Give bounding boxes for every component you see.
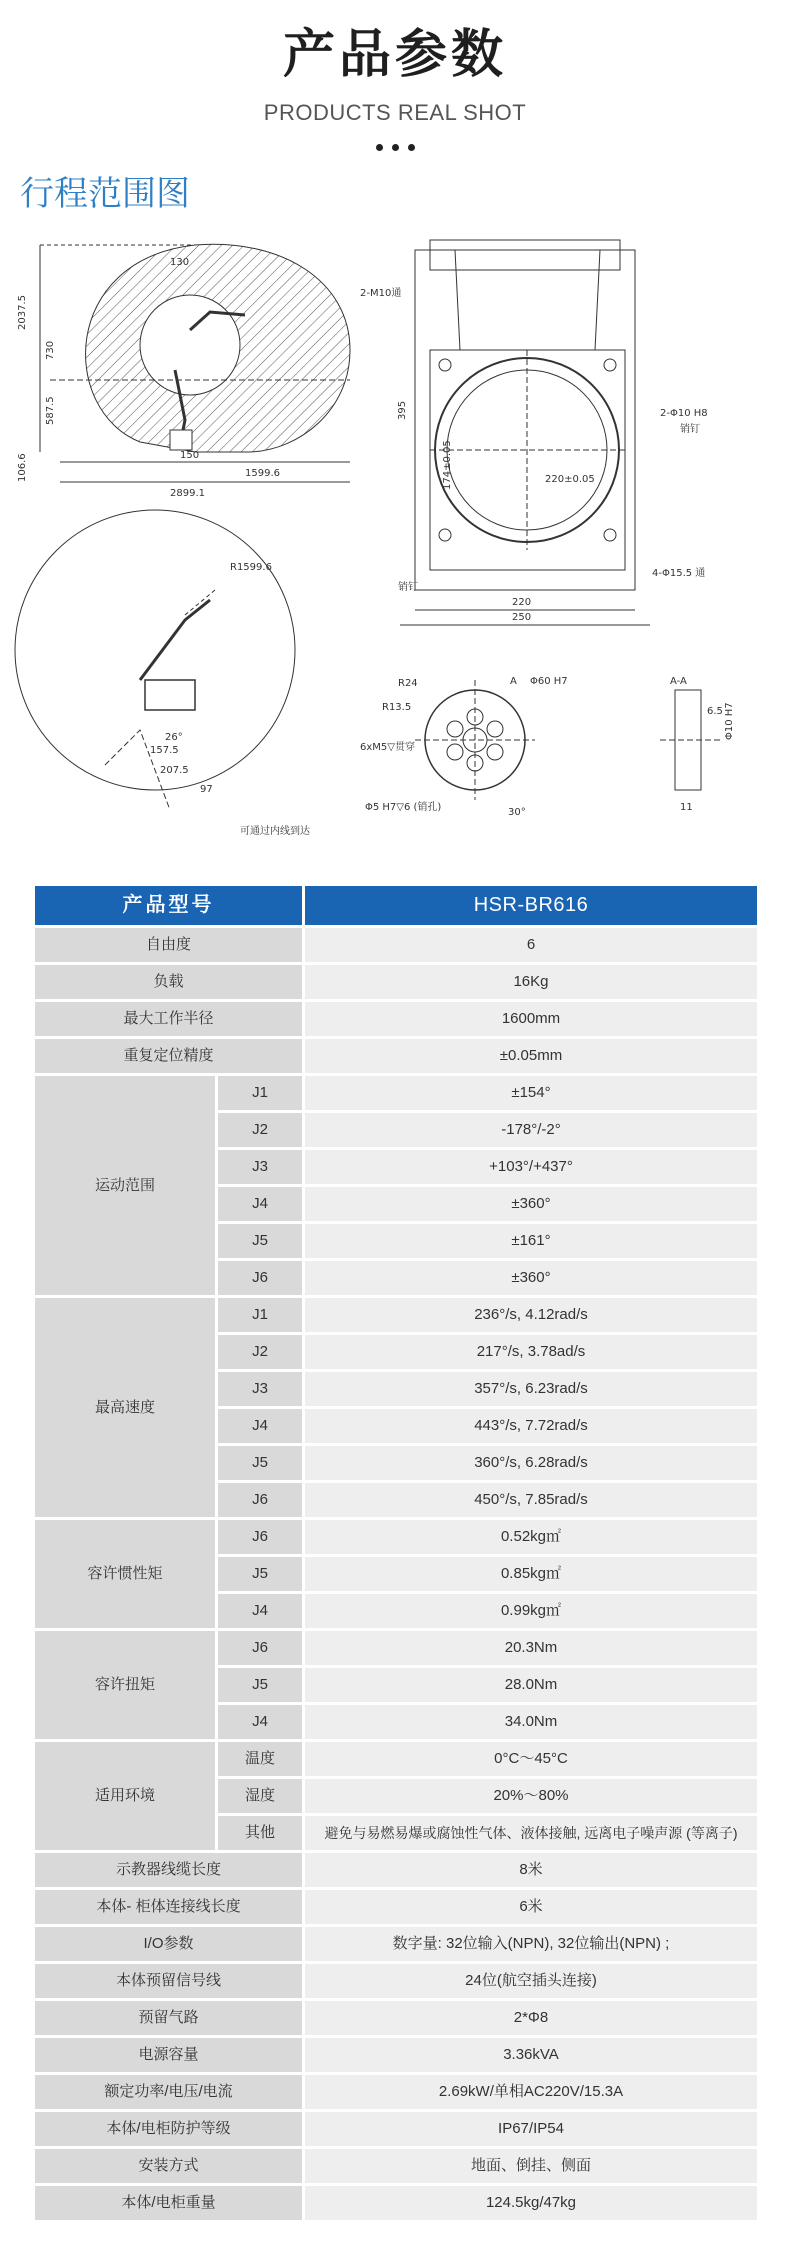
row-label: 示教器线缆长度 <box>35 1853 305 1890</box>
row-value: 0.85kg㎡ <box>305 1557 760 1594</box>
axis-label: J1 <box>218 1076 305 1113</box>
row-value: 20%～80% <box>305 1779 760 1816</box>
axis-label: J5 <box>218 1446 305 1483</box>
row-value: ±161° <box>305 1224 760 1261</box>
dim-text: 2037.5 <box>17 295 28 330</box>
row-value: 450°/s, 7.85rad/s <box>305 1483 760 1520</box>
axis-label: 其他 <box>218 1816 305 1853</box>
dim-text: 2-Φ10 H8 <box>660 408 708 419</box>
table-row <box>35 2149 760 2186</box>
table-row <box>35 1853 760 1890</box>
axis-label: J6 <box>218 1483 305 1520</box>
row-label: 本体/电柜重量 <box>35 2186 305 2223</box>
dim-text: 207.5 <box>160 765 189 776</box>
axis-label: J5 <box>218 1668 305 1705</box>
row-value: ±0.05mm <box>305 1039 760 1076</box>
group-label: 容许惯性矩 <box>35 1520 218 1631</box>
axis-label: J5 <box>218 1224 305 1261</box>
row-value: 2*Φ8 <box>305 2001 760 2038</box>
dim-text: R13.5 <box>382 702 412 713</box>
row-value: 124.5kg/47kg <box>305 2186 760 2223</box>
dim-text: 730 <box>45 340 56 360</box>
group-label: 最高速度 <box>35 1298 218 1520</box>
dim-text: 30° <box>508 807 526 818</box>
dim-text: 2-M10通 <box>360 288 402 299</box>
table-row <box>35 1890 760 1927</box>
dim-text: 可通过内线到达 <box>240 826 310 837</box>
row-value: 24位(航空插头连接) <box>305 1964 760 2001</box>
row-label: 重复定位精度 <box>35 1039 305 1076</box>
table-row <box>35 965 760 1002</box>
axis-label: J4 <box>218 1409 305 1446</box>
table-row <box>35 2001 760 2038</box>
row-value: 数字量: 32位输入(NPN), 32位输出(NPN) ; <box>305 1927 760 1964</box>
row-value: -178°/-2° <box>305 1113 760 1150</box>
row-value: 0.99kg㎡ <box>305 1594 760 1631</box>
table-row <box>35 2112 760 2149</box>
dim-text: 26° <box>165 732 183 743</box>
dim-text: Φ60 H7 <box>530 676 568 687</box>
dim-text: A <box>510 676 517 687</box>
axis-label: J4 <box>218 1594 305 1631</box>
row-value: ±154° <box>305 1076 760 1113</box>
row-label: 本体预留信号线 <box>35 1964 305 2001</box>
dim-text: A-A <box>670 676 687 687</box>
row-value: 28.0Nm <box>305 1668 760 1705</box>
row-value: 360°/s, 6.28rad/s <box>305 1446 760 1483</box>
dim-text: 97 <box>200 784 213 795</box>
dim-text: R1599.6 <box>230 562 272 573</box>
dim-text: 4-Φ15.5 通 <box>652 568 706 579</box>
table-row <box>35 1742 760 1779</box>
flange-view <box>360 240 708 625</box>
row-value: 避免与易燃易爆或腐蚀性气体、液体接触, 远离电子噪声源 (等离子) <box>305 1816 760 1853</box>
dim-text: R24 <box>398 678 418 689</box>
row-value: 236°/s, 4.12rad/s <box>305 1298 760 1335</box>
side-view <box>17 244 350 499</box>
top-view <box>15 510 310 837</box>
row-value: 3.36kVA <box>305 2038 760 2075</box>
row-value: 357°/s, 6.23rad/s <box>305 1372 760 1409</box>
axis-label: J6 <box>218 1520 305 1557</box>
row-value: 0°C～45°C <box>305 1742 760 1779</box>
group-label: 运动范围 <box>35 1076 218 1298</box>
axis-label: 温度 <box>218 1742 305 1779</box>
section-title: 行程范围图 <box>20 174 190 214</box>
axis-label: J6 <box>218 1261 305 1298</box>
dim-text: 2899.1 <box>170 488 205 499</box>
table-row <box>35 1927 760 1964</box>
table-row <box>35 1964 760 2001</box>
row-label: 电源容量 <box>35 2038 305 2075</box>
axis-label: J1 <box>218 1298 305 1335</box>
dim-text: 220 <box>512 597 532 608</box>
row-label: 额定功率/电压/电流 <box>35 2075 305 2112</box>
table-row <box>35 1520 760 1557</box>
row-value: 20.3Nm <box>305 1631 760 1668</box>
header-label: 产品型号 <box>35 886 305 928</box>
dim-text: 106.6 <box>17 453 28 482</box>
row-label: 最大工作半径 <box>35 1002 305 1039</box>
axis-label: J4 <box>218 1705 305 1742</box>
technical-drawing <box>17 220 770 870</box>
row-value: IP67/IP54 <box>305 2112 760 2149</box>
table-row <box>35 1631 760 1668</box>
row-label: I/O参数 <box>35 1927 305 1964</box>
axis-label: J3 <box>218 1372 305 1409</box>
row-value: 34.0Nm <box>305 1705 760 1742</box>
row-value: ±360° <box>305 1187 760 1224</box>
page-title: 产品参数 <box>282 25 507 85</box>
table-row <box>35 1076 760 1113</box>
table-header-row <box>35 886 760 928</box>
row-value: 6米 <box>305 1890 760 1927</box>
table-row <box>35 928 760 965</box>
range-drawings <box>17 220 770 870</box>
row-value: 2.69kW/单相AC220V/15.3A <box>305 2075 760 2112</box>
row-label: 本体- 柜体连接线长度 <box>35 1890 305 1927</box>
dim-text: 130 <box>170 257 190 268</box>
row-value: 217°/s, 3.78ad/s <box>305 1335 760 1372</box>
row-label: 预留气路 <box>35 2001 305 2038</box>
row-label: 安装方式 <box>35 2149 305 2186</box>
axis-label: J5 <box>218 1557 305 1594</box>
dim-text: 395 <box>397 400 408 420</box>
dim-text: 11 <box>680 802 693 813</box>
dim-text: 6xM5▽贯穿 <box>360 742 415 753</box>
row-label: 本体/电柜防护等级 <box>35 2112 305 2149</box>
row-label: 负载 <box>35 965 305 1002</box>
axis-label: J2 <box>218 1335 305 1372</box>
row-value: 443°/s, 7.72rad/s <box>305 1409 760 1446</box>
table-row <box>35 1298 760 1335</box>
row-value: +103°/+437° <box>305 1150 760 1187</box>
dim-text: 6.5 <box>707 706 723 717</box>
dim-text: 174±0.05 <box>442 440 453 490</box>
header-value: HSR-BR616 <box>305 886 760 928</box>
dim-text: 1599.6 <box>245 468 280 479</box>
axis-label: J2 <box>218 1113 305 1150</box>
axis-label: J4 <box>218 1187 305 1224</box>
dim-text: 150 <box>180 450 200 461</box>
spec-table <box>35 886 760 2223</box>
dim-text: 220±0.05 <box>545 474 595 485</box>
row-value: 6 <box>305 928 760 965</box>
page-subtitle: PRODUCTS REAL SHOT <box>263 100 527 125</box>
row-value: 0.52kg㎡ <box>305 1520 760 1557</box>
table-row <box>35 2186 760 2223</box>
row-value: 1600mm <box>305 1002 760 1039</box>
table-row <box>35 2038 760 2075</box>
tool-flange-view <box>360 676 735 818</box>
dim-text: Φ10 H7 <box>724 702 735 740</box>
dim-text: 250 <box>512 612 532 623</box>
row-value: 地面、倒挂、侧面 <box>305 2149 760 2186</box>
group-label: 适用环境 <box>35 1742 218 1853</box>
dim-text: Φ5 H7▽6 (销孔) <box>365 802 442 813</box>
row-value: ±360° <box>305 1261 760 1298</box>
group-label: 容许扭矩 <box>35 1631 218 1742</box>
table-row <box>35 1039 760 1076</box>
table-row <box>35 1002 760 1039</box>
axis-label: J6 <box>218 1631 305 1668</box>
dim-text: 157.5 <box>150 745 179 756</box>
row-label: 自由度 <box>35 928 305 965</box>
title-dots-divider <box>0 144 790 151</box>
row-value: 16Kg <box>305 965 760 1002</box>
axis-label: 湿度 <box>218 1779 305 1816</box>
axis-label: J3 <box>218 1150 305 1187</box>
dim-text: 销钉 <box>680 424 700 435</box>
dim-text: 销钉 <box>398 582 418 593</box>
dim-text: 587.5 <box>45 396 56 425</box>
row-value: 8米 <box>305 1853 760 1890</box>
table-row <box>35 2075 760 2112</box>
